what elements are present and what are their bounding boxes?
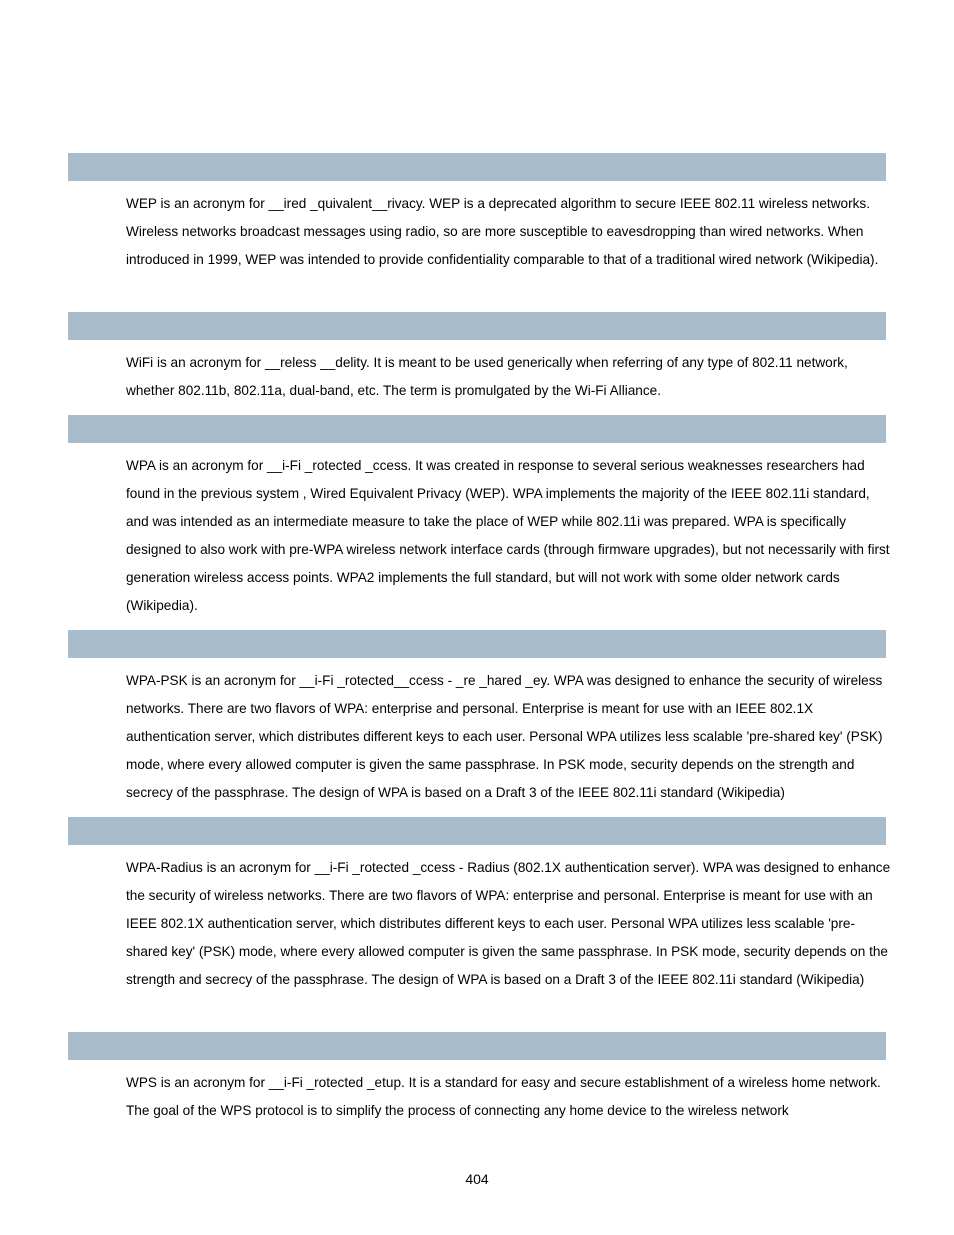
section-header-bar-wps — [68, 1032, 886, 1060]
section-text-wpa-psk: WPA-PSK is an acronym for __i-Fi _rotected__ccess - _re _hared _ey. WPA was designed to enhance the security of wireless networks. There are two flavors of WPA: enterprise and personal. Enterprise is meant for use with an IEEE 802.1X authentication server, which distributes different keys to each user. Personal WPA utilizes less scalable 'pre-shared key' (PSK) mode, where every allowed computer is given the same passphrase. In PSK mode, security depends on the strength and secrecy of the passphrase. The design of WPA is based on a Draft 3 of the IEEE 802.11i standard (Wikipedia) — [126, 673, 883, 800]
section-header-bar-wep — [68, 153, 886, 181]
section-header-bar-wpa — [68, 415, 886, 443]
section-text-wpa: WPA is an acronym for __i-Fi _rotected _ccess. It was created in response to several serious weaknesses researchers had found in the previous system , Wired Equivalent Privacy (WEP). WPA implements the majority of the IEEE 802.11i standard, and was intended as an intermediate measure to take the place of WEP while 802.11i was prepared. WPA is specifically designed to also work with pre-WPA wireless network interface cards (through firmware upgrades), but not necessarily with first generation wireless access points. WPA2 implements the full standard, but will not work with some older network cards (Wikipedia). — [126, 458, 890, 613]
section-text-wifi: WiFi is an acronym for __reless __delity. It is meant to be used generically when referring of any type of 802.11 network, whether 802.11b, 802.11a, dual-band, etc. The term is promulgated by the Wi-Fi Alliance. — [126, 355, 848, 398]
section-text-wps: WPS is an acronym for __i-Fi _rotected _etup. It is a standard for easy and secure establishment of a wireless home network. The goal of the WPS protocol is to simplify the process of connecting any home device to the wireless network — [126, 1075, 881, 1118]
section-text-wpa-radius: WPA-Radius is an acronym for __i-Fi _rotected _ccess - Radius (802.1X authentication server). WPA was designed to enhance the security of wireless networks. There are two flavors of WPA: enterprise and personal. Enterprise is meant for use with an IEEE 802.1X authentication server, which distributes different keys to each user. Personal WPA utilizes less scalable 'pre-shared key' (PSK) mode, where every allowed computer is given the same passphrase. In PSK mode, security depends on the strength and secrecy of the passphrase. The design of WPA is based on a Draft 3 of the IEEE 802.11i standard (Wikipedia) — [126, 860, 891, 987]
section-header-bar-wpa-psk — [68, 630, 886, 658]
section-header-bar-wpa-radius — [68, 817, 886, 845]
page-number: 404 — [465, 1171, 489, 1187]
section-header-bar-wifi — [68, 312, 886, 340]
section-text-wep: WEP is an acronym for __ired _quivalent__rivacy. WEP is a deprecated algorithm to secure IEEE 802.11 wireless networks. Wireless networks broadcast messages using radio, so are more susceptible to eavesdropping than wired networks. When introduced in 1999, WEP was intended to provide confidentiality comparable to that of a traditional wired network (Wikipedia). — [126, 196, 879, 267]
